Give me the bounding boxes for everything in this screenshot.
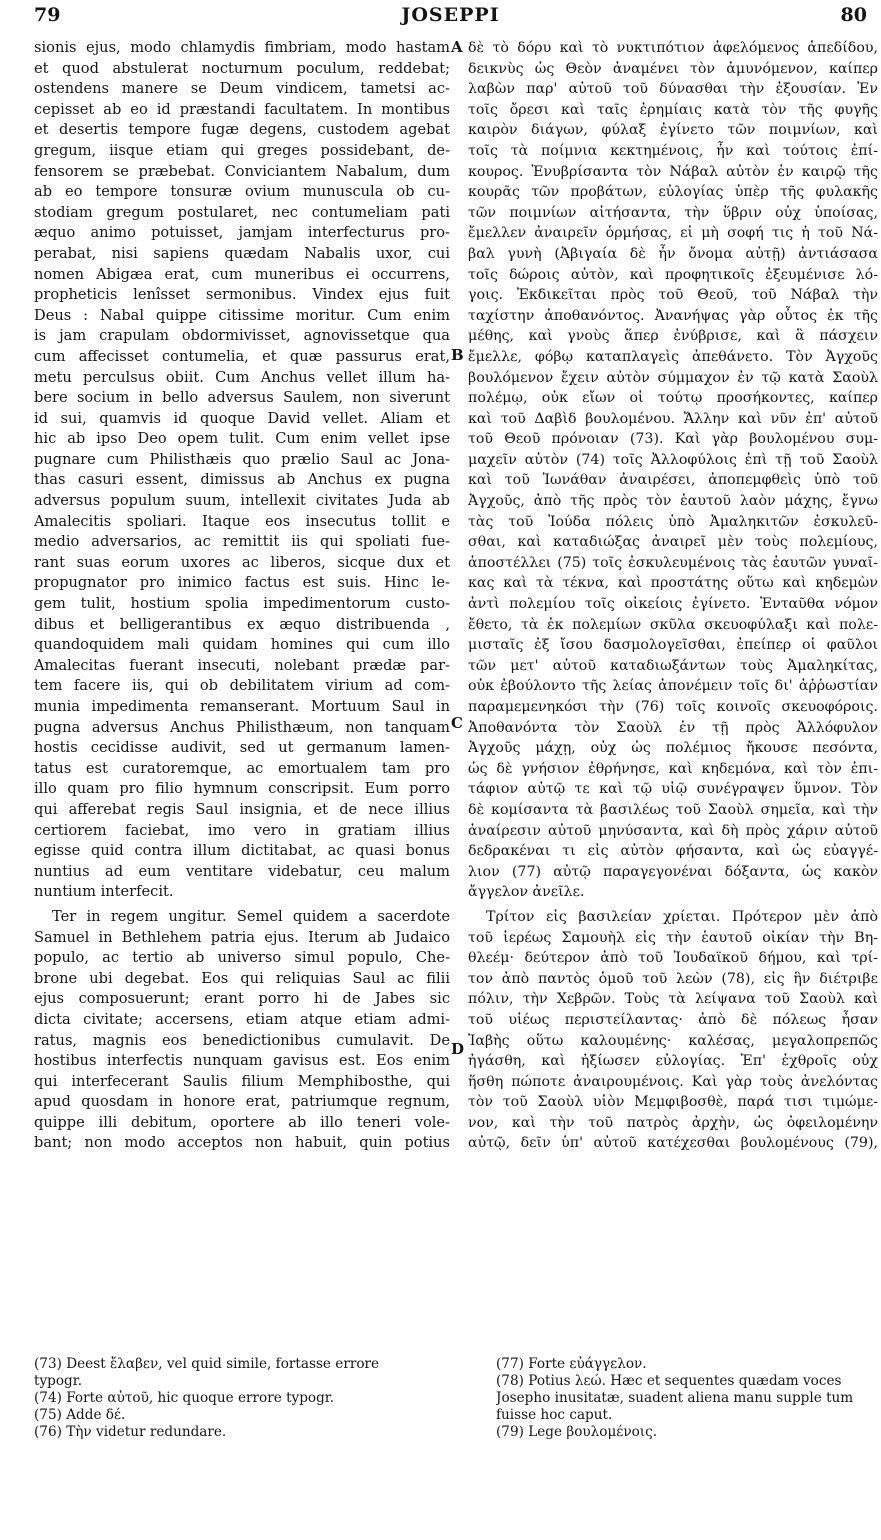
text-line: Ἰαβὴς οὕτω καλουμένης· καλέσας, μεγαλοπρεπῶς xyxy=(468,1032,878,1049)
text-line: fensorem se præbebat. Conviciantem Nabalum, dum xyxy=(34,162,450,180)
text-line: ἔμελλε, φόβῳ καταπλαγεὶς ἀπεθάνετο. Τὸν Ἀγχοῦς xyxy=(468,348,878,365)
section-marker-a: A xyxy=(451,38,463,56)
footnote-line: (74) Forte αὐτοῦ, hic quoque errore typogr. xyxy=(34,1390,335,1406)
text-line: δὲ κομίσαντα τὰ βασιλέως τοῦ Σαοὺλ σημεῖα, καὶ τὴν xyxy=(468,801,878,818)
text-line: nuntium interfecit. xyxy=(34,883,174,901)
text-line: Samuel in Bethlehem patria ejus. Iterum ab Judaico xyxy=(34,928,450,946)
text-line: certiorem faciebat, imo vero in gratiam illius xyxy=(34,821,450,839)
text-line: ἀναίρεσιν αὐτοῦ μηνύσαντα, καὶ δὴ πρὸς χάριν αὐτοῦ xyxy=(468,822,878,839)
text-line: ὡς δὲ γνήσιον ἐθρήνησε, καὶ κηδεμόνα, καὶ τὸν ἐπι- xyxy=(468,760,878,777)
text-line: bere socium in bello adversus Saulem, non siverunt xyxy=(34,389,450,407)
text-line: dibus et belligerantibus ex æquo distribuenda , xyxy=(34,615,450,633)
text-line: Ἀγχοῦς, ἀπὸ τῆς πρὸς τὸν ἑαυτοῦ λαὸν μάχης, ἔγνω xyxy=(468,493,878,510)
text-line: τοῖς τὰ ποίμνια κεκτημένοις, ἦν καὶ τούτοις ἐπί- xyxy=(468,142,878,159)
text-line: hostibus interfectis nunquam gavisus est. Eos enim xyxy=(34,1052,450,1070)
text-line: id sui, quamvis id quoque David vellet. Aliam et xyxy=(34,409,450,427)
text-line: et quod abstulerat nocturnum poculum, reddebat; xyxy=(34,59,450,77)
text-line: pugnare cum Philisthæis quo prælio Saul ac Jona- xyxy=(34,450,450,468)
text-line: καὶ τοῦ Ἰωνάθαν ἀναιρέσει, ἀποπεμφθεὶς ὑπὸ τοῦ xyxy=(468,472,878,489)
text-line: τὰς τοῦ Ἰούδα πόλεις ὑπὸ Ἀμαληκιτῶν ἐσκυλεῦ- xyxy=(468,513,878,530)
text-line: βαλ γυνὴ (Ἀβιγαία δὲ ἦν ὄνομα αὐτῇ) ἀντιάσασα xyxy=(468,245,878,262)
text-line: τάφιον αὐτῷ τε καὶ τῷ υἱῷ συνέγραψεν ὕμνον. Τὸν xyxy=(468,781,878,798)
text-line: θλεέμ· δεύτερον ἀπὸ τοῦ Ἰουδαϊκοῦ δήμου, καὶ τρί- xyxy=(468,950,878,967)
text-line: cum affecisset contumelia, et quæ passurus erat, xyxy=(34,347,450,365)
footnote-line: (73) Deest ἔλαβεν, vel quid simile, fortasse errore xyxy=(34,1356,380,1372)
text-line: Deus : Nabal quippe citissime moritur. Cum enim xyxy=(34,306,450,324)
text-line: æquo animo potuisset, jamjam interfecturus pro- xyxy=(34,224,450,242)
text-line: sionis ejus, modo chlamydis fimbriam, modo hastam xyxy=(34,39,450,56)
text-line: hic ab ipso Deo opem tulit. Cum enim vellet ipse xyxy=(34,430,450,448)
footnote-line: (79) Lege βουλομένοις. xyxy=(496,1424,658,1440)
text-line: gem tulit, hostium spolia impedimentorum custo- xyxy=(34,595,450,613)
text-line: quandoquidem mali quidam homines qui cum illo xyxy=(34,636,450,654)
text-line: et desertis tempore fugæ degens, custodem agebat xyxy=(34,121,450,139)
text-line: σθαι, καὶ καταδιώξας ἀναιρεῖ μὲν τοὺς πολεμίους, xyxy=(468,534,878,551)
text-line: Ἀποθανόντα τὸν Σαοὺλ ἐν τῇ πρὸς Ἀλλόφυλον xyxy=(468,719,878,736)
text-line: Ter in regem ungitur. Semel quidem a sacerdote xyxy=(52,907,450,925)
text-line: δεικνὺς ὡς Θεὸν ἀναμένει τὸν ἀμυνόμενον, καίπερ xyxy=(468,60,878,77)
text-line: μισταῖς ἐξ ἴσου δασμολογεῖσθαι, ἐπείπερ οἱ φαῦλοι xyxy=(468,637,878,654)
text-line: populo, ac tertio ab universo simul populo, Che- xyxy=(34,949,450,967)
page-number-right: 80 xyxy=(840,4,867,26)
text-line: λαβὼν παρ' αὐτοῦ τοῦ δύνασθαι τὴν ἐξουσίαν. Ἐν xyxy=(468,81,878,98)
text-line: Τρίτον εἰς βασιλείαν χρίεται. Πρότερον μὲν ἀπὸ xyxy=(486,908,878,925)
footnote-line: typogr. xyxy=(34,1373,83,1389)
text-line: τοῦ υἱέως περιστείλαντας· ἀπὸ δὲ πόλεως ἦσαν xyxy=(468,1011,878,1028)
running-title: JOSEPPI xyxy=(401,4,500,26)
text-line: καὶ τοῦ Δαβὶδ βουλομένου. Ἄλλην καὶ νῦν ἐπ' αὐτοῦ xyxy=(468,410,878,427)
text-line: κας καὶ τὰ τέκνα, καὶ προστάτης οὕτω καὶ κηδεμὼν xyxy=(468,575,878,592)
text-line: τὸν τοῦ Σαοὺλ υἱὸν Μεμφιβοσθὲ, παρά τισι τιμώμε- xyxy=(468,1094,878,1111)
text-line: ἔθετο, τὰ ἐκ πολεμίων σκῦλα σκευοφύλαξι καὶ πολε- xyxy=(468,616,878,633)
text-line: nomen Abigæa erat, cum muneribus ei occurrens, xyxy=(34,265,450,283)
text-line: βουλόμενον ἔχειν αὐτὸν σύμμαχον ἐν τῷ κατὰ Σαοὺλ xyxy=(468,369,878,386)
text-line: τοῦ ἱερέως Σαμουὴλ εἰς τὴν ἑαυτοῦ οἰκίαν τὴν Βη- xyxy=(468,929,878,946)
text-line: illo quam pro filio hymnum conscripsit. Eum porro xyxy=(34,780,450,798)
text-line: ταχίστην ἀποθανόντος. Ἀνανήψας γὰρ οὗτος ἐκ τῆς xyxy=(468,307,878,324)
section-marker-c: C xyxy=(451,714,463,732)
text-line: μέθης, καὶ γνοὺς ἅπερ ἐνύβρισε, καὶ ἃ πάσχειν xyxy=(468,328,878,345)
text-line: ejus composuerunt; erant porro hi de Jabes sic xyxy=(34,990,450,1008)
latin-column xyxy=(34,38,450,1154)
text-line: πόλιν, τὴν Χεβρῶν. Τοὺς τὰ λείψανα τοῦ Σαοὺλ καὶ xyxy=(468,991,878,1008)
text-line: ἄγγελον ἀνεῖλε. xyxy=(468,884,585,901)
text-line: τοῖς δώροις αὐτὸν, καὶ προφητικοῖς ἐξευμένισε λό- xyxy=(468,266,878,283)
running-header xyxy=(34,4,867,30)
text-line: γοις. Ἐκδικεῖται πρὸς τοῦ Θεοῦ, τοῦ Νάβαλ τὴν xyxy=(468,287,878,304)
text-line: dicta civitate; accersens, etiam atque etiam admi- xyxy=(34,1010,450,1028)
text-line: Amalecitas fuerant insecuti, nolebant prædæ par- xyxy=(34,656,450,674)
text-line: nuntius ad eum ventitare videbatur, ceu malum xyxy=(34,862,450,880)
text-line: egisse quid contra illum dictitabat, ac quasi bonus xyxy=(34,842,450,860)
text-line: cepisset ab eo id præstandi facultatem. In montibus xyxy=(34,100,450,118)
text-line: adversus populum suum, intellexit civitates Juda ab xyxy=(34,492,450,510)
footnote-line: (77) Forte εὐάγγελον. xyxy=(496,1356,647,1372)
text-line: ἔμελλεν ἀναιρεῖν ὁρμήσας, εἰ μὴ σοφή τις ἡ τοῦ Νά- xyxy=(468,225,878,242)
text-line: pugna adversus Anchus Philisthæum, non tanquam xyxy=(34,718,450,736)
text-line: hostis cecidisse audivit, sed ut germanum lamen- xyxy=(34,739,450,757)
text-line: δεδρακέναι τι εἰς αὐτὸν φήσαντα, καὶ ὡς εὐαγγέ- xyxy=(468,843,878,860)
footnotes-right xyxy=(496,1356,878,1441)
text-line: κουρᾶς τῶν προβάτων, εὐλογίας ὑπὲρ τῆς φυλακῆς xyxy=(468,184,878,201)
text-line: apud quosdam in honore erat, patriumque regnum, xyxy=(34,1093,450,1111)
text-line: stodiam gregum postularet, nec contumeliam pati xyxy=(34,203,450,221)
text-line: αὐτῷ, δεῖν ὑπ' αὐτοῦ κατέχεσθαι βουλομένους (79), xyxy=(468,1135,878,1152)
text-line: ἀποστέλλει (75) τοῖς ἐσκυλευμένοις τὰς ἑαυτῶν γυναῖ- xyxy=(468,554,878,571)
footnote-line: (78) Potius λεώ. Hæc et sequentes quædam voces xyxy=(496,1373,842,1389)
text-line: ἥσθη πώποτε ἀναιρουμένοις. Καὶ γὰρ τοὺς ἀνελόντας xyxy=(468,1073,878,1090)
text-line: Ἀγχοῦς μάχῃ, οὐχ ὡς πολέμιος ἤκουσε πεσόντα, xyxy=(468,740,878,757)
text-line: rant suas eorum uxores ac liberos, sicque dux et xyxy=(34,553,450,571)
footnote-line: Josepho inusitatæ, suadent aliena manu supple tum xyxy=(496,1390,854,1406)
text-line: propheticis lenîsset sermonibus. Vindex ejus fuit xyxy=(34,286,450,304)
greek-column xyxy=(468,38,878,1154)
text-line: bant; non modo acceptos non habuit, quin potius xyxy=(34,1134,450,1152)
text-line: τῶν μετ' αὐτοῦ καταδιωξάντων τοὺς Ἀμαληκίτας, xyxy=(468,657,878,674)
text-line: δὲ τὸ δόρυ καὶ τὸ νυκτιπότιον ἀφελόμενος ἀπεδίδου, xyxy=(468,40,878,56)
text-line: τῶν ποιμνίων αἰτήσαντα, τὴν ὕβριν οὐχ ὑποίσας, xyxy=(468,204,878,221)
text-line: πολέμῳ, οὐκ εἴων οἱ τούτῳ προσήκοντες, καίπερ xyxy=(468,390,878,407)
text-line: οὐκ ἐβούλοντο τῆς λείας ἀπονέμειν τοῖς δι' ἀῤῥωστίαν xyxy=(468,678,878,695)
text-line: munia impedimenta remanserant. Mortuum Saul in xyxy=(34,698,450,715)
text-line: tatus est curatoremque, ac emortualem tam pro xyxy=(34,759,450,777)
text-line: metu perculsus obiit. Cum Anchus vellet illum ha- xyxy=(34,368,450,386)
text-line: λιον (77) αὐτῷ παραγεγονέναι δόξαντα, ὡς κακὸν xyxy=(468,863,878,880)
text-line: thas casuri essent, dimissus ab Anchus ex pugna xyxy=(34,471,450,489)
text-line: tem facere iis, qui ob debilitatem virium ad com- xyxy=(34,677,450,695)
text-line: τον ἀπὸ παντὸς ὁμοῦ τοῦ λεὼν (78), εἰς ἣν διέτριβε xyxy=(468,970,878,987)
text-line: ἀντὶ πολεμίου τοῖς οἰκείοις ἐγίνετο. Ἐνταῦθα νόμον xyxy=(468,596,878,613)
text-line: τοῖς ὄρεσι καὶ ταῖς ἐρημίαις κατὰ τὸν τῆς φυγῆς xyxy=(468,101,878,118)
text-line: ἠγάσθη, καὶ ἠξίωσεν εὐλογίας. Ἐπ' ἐχθροῖς οὐχ xyxy=(468,1053,878,1070)
text-line: ab eo tempore tonsuræ ovium munuscula ob cu- xyxy=(34,183,450,201)
text-line: propugnator pro inimico factus est suis. Hinc le- xyxy=(34,574,450,592)
text-line: καιρὸν διάγων, φύλαξ ἐγίνετο τῶν ποιμνίων, καὶ xyxy=(468,122,878,139)
text-line: ratus, magnis eos benedictionibus cumulavit. De xyxy=(34,1031,450,1049)
section-marker-b: B xyxy=(451,346,464,364)
footnotes-left xyxy=(34,1356,454,1441)
text-line: κουρος. Ἐνυβρίσαντα τὸν Νάβαλ αὐτὸν ἐν καιρῷ τῆς xyxy=(468,163,878,180)
text-line: ostendens manere se Deum vindicem, tametsi ac- xyxy=(34,80,450,98)
footnote-line: (76) Τὴν videtur redundare. xyxy=(34,1424,227,1440)
text-line: τοῦ Θεοῦ πρόνοιαν (73). Καὶ γὰρ βουλομένου συμ- xyxy=(468,431,878,448)
text-line: qui afferebat regis Saul insignia, et de nece illius xyxy=(34,800,450,818)
text-line: gregum, iisque etiam qui greges possidebant, de- xyxy=(34,141,450,159)
text-line: παραμεμενηκόσι τὴν (76) τοῖς κοινοῖς σκευοφόροις. xyxy=(468,699,878,715)
footnote-line: fuisse hoc caput. xyxy=(496,1407,613,1423)
section-marker-d: D xyxy=(451,1040,465,1058)
text-line: qui interfecerant Saulis filium Memphibosthe, qui xyxy=(34,1072,450,1090)
text-line: brone ubi degebat. Eos qui reliquias Saul ac filii xyxy=(34,969,450,987)
text-line: μαχεῖν αὐτὸν (74) τοῖς Ἀλλοφύλοις ἐπὶ τῇ τοῦ Σαοὺλ xyxy=(468,451,878,468)
text-line: νον, καὶ τὴν τοῦ πατρὸς ἀρχὴν, ὡς ὀφειλομένην xyxy=(468,1114,878,1131)
page-number-left: 79 xyxy=(34,4,61,26)
text-line: is jam crapulam obdormivisset, agnovissetque qua xyxy=(34,327,450,345)
footnote-line: (75) Adde δέ. xyxy=(34,1407,126,1423)
text-line: perabat, nisi sapiens quædam Nabalis uxor, cui xyxy=(34,244,450,262)
text-line: medio adversarios, ac remittit iis qui spoliati fue- xyxy=(34,533,450,551)
text-line: Amalecitis spoliari. Itaque eos insecutus tollit e xyxy=(34,512,450,530)
text-line: quippe illi debitum, oportere ab illo teneri vole- xyxy=(34,1113,450,1131)
